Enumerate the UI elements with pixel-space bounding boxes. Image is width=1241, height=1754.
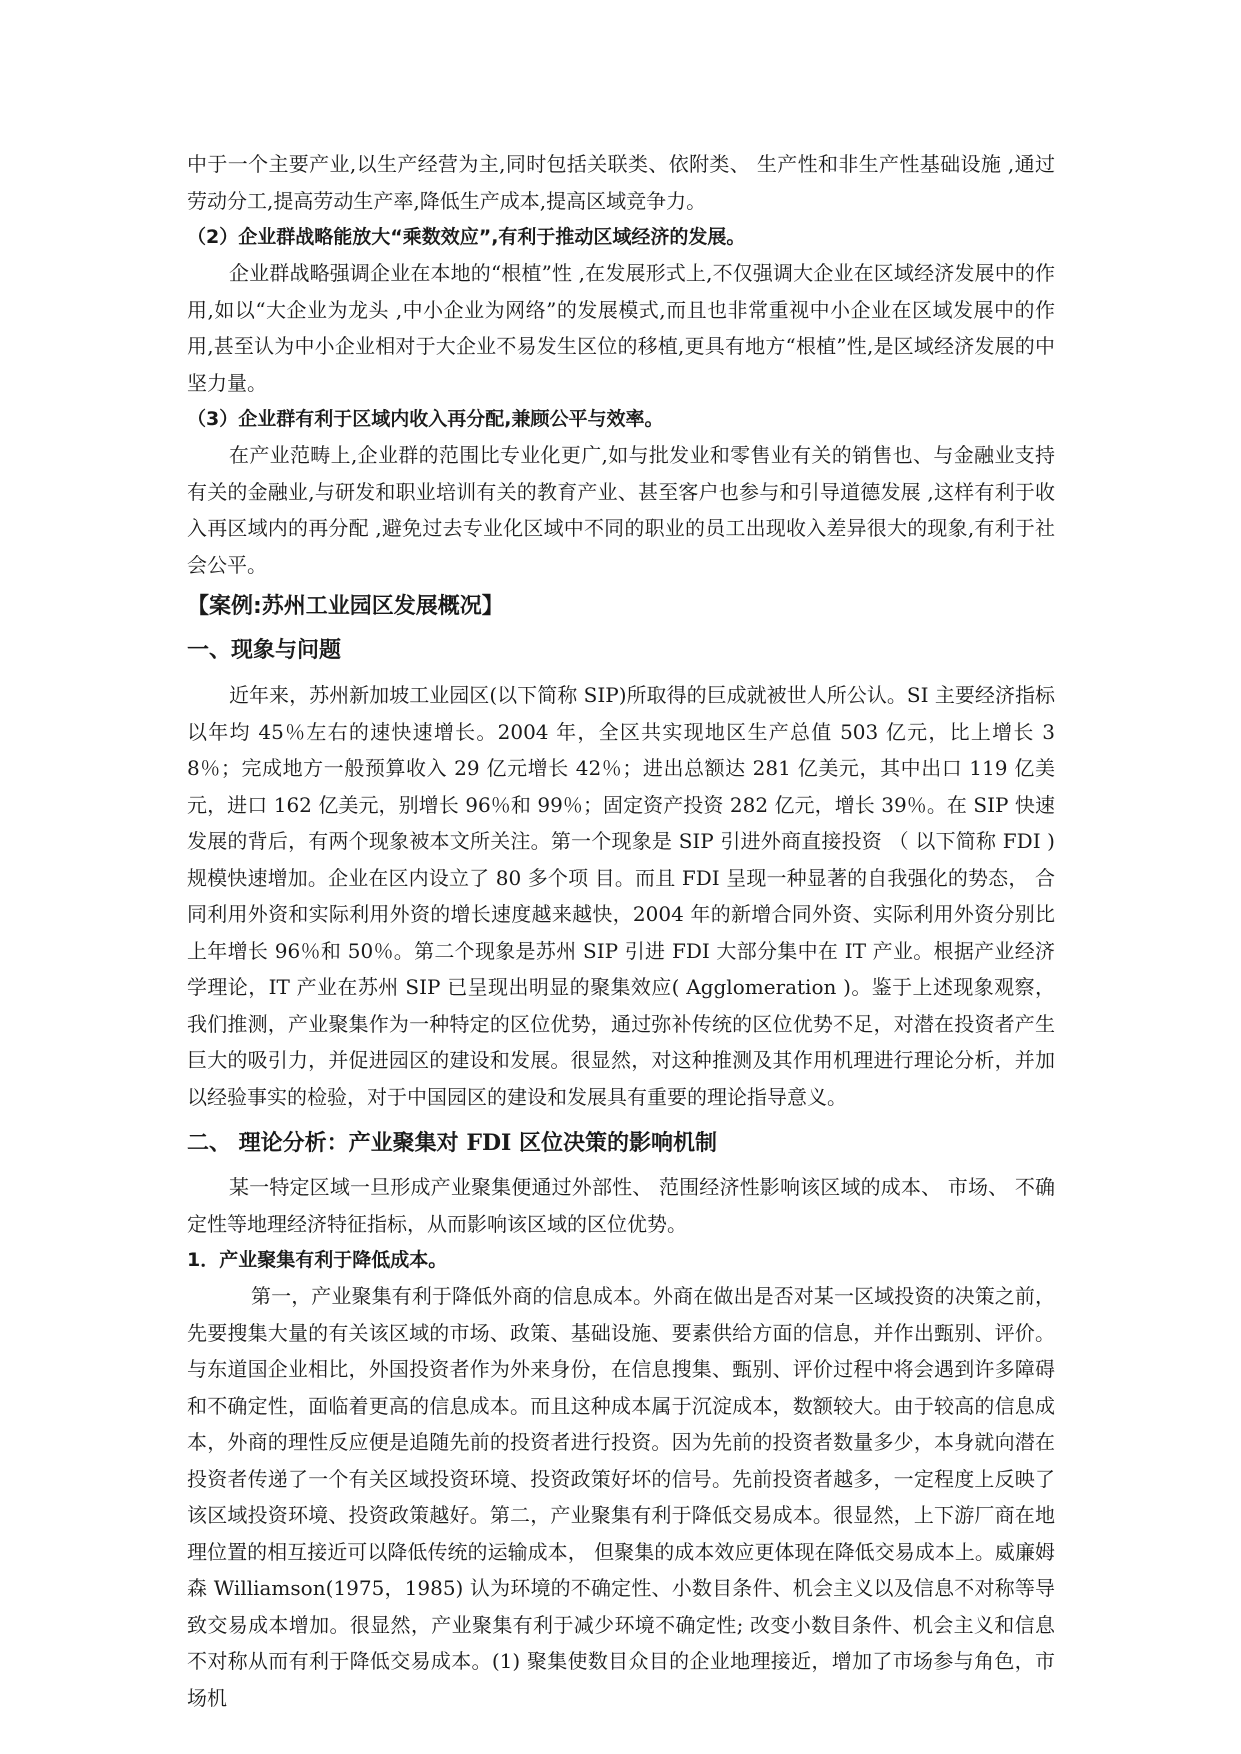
subheading-2: （2）企业群战略能放大“乘数效应”,有利于推动区域经济的发展。 <box>187 226 746 248</box>
point-1-body: 第一，产业聚集有利于降低外商的信息成本。外商在做出是否对某一区域投资的决策之前，先要搜集大量的有关该区域的市场、政策、基础设施、要素供给方面的信息，并作出甄别、评价。与东道国企业相比，外国投资者作为外来身份，在信息搜集、甄别、评价过程中将会遇到许多障碍和不确定性，面临着更高的信息成本。而且这种成本属于沉淀成本，数额较大。由于较高的信息成本，外商的理性反应便是追随先前的投资者进行投资。因为先前的投资者数量多少，本身就向潜在投资者传递了一个有关区域投资环境、投资政策好坏的信号。先前投资者越多，一定程度上反映了该区域投资环境、投资政策越好。第二，产业聚集有利于降低交易成本。很显然，上下游厂商在地理位置的相互接近可以降低传统的运输成本， 但聚集的成本效应更体现在降低交易成本上。威廉姆森 Williamson(1975，1985) 认为环境的不确定性、小数目条件、机会主义以及信息不对称等导致交易成本增加。很显然，产业聚集有利于减少环境不确定性; 改变小数目条件、机会主义和信息不对称从而有利于降低交易成本。(1) 聚集使数目众目的企业地理接近，增加了市场参与角色，市场机 <box>187 1284 1055 1710</box>
case-title: 【案例:苏州工业园区发展概况】 <box>187 594 504 619</box>
section-1-body: 近年来，苏州新加坡工业园区(以下简称 SIP)所取得的巨成就被世人所公认。SI 主要经济指标以年均 45％左右的速快速增长。2004 年，全区共实现地区生产总值 503 亿元，比上增长 38％；完成地方一般预算收入 29 亿元增长 42％；进出总额达 281 亿美元，其中出口 119 亿美元，进口 162 亿美元，别增长 96％和 99％；固定资产投资 282 亿元，增长 39％。在 SIP 快速发展的背后，有两个现象被本文所关注。第一个现象是 SIP 引进外商直接投资 （ 以下简称 FDI )规模快速增加。企业在区内设立了 80 多个项 目。而且 FDI 呈现一种显著的自我强化的势态， 合同利用外资和实际利用外资的增长速度越来越快，2004 年的新增合同外资、实际利用外资分别比上年增长 96％和 50％。第二个现象是苏州 SIP 引进 FDI 大部分集中在 IT 产业。根据产业经济学理论，IT 产业在苏州 SIP 已呈现出明显的聚集效应( Agglomeration )。鉴于上述现象观察，我们推测，产业聚集作为一种特定的区位优势，通过弥补传统的区位优势不足，对潜在投资者产生巨大的吸引力，并促进园区的建设和发展。很显然，对这种推测及其作用机理进行理论分析，并加以经验事实的检验，对于中国园区的建设和发展具有重要的理论指导意义。 <box>187 683 1055 1109</box>
intro-paragraph: 中于一个主要产业,以生产经营为主,同时包括关联类、依附类、 生产性和非生产性基础设施 ,通过劳动分工,提高劳动生产率,降低生产成本,提高区域竞争力。 <box>187 152 1055 213</box>
section-2-body: 某一特定区域一旦形成产业聚集便通过外部性、 范围经济性影响该区域的成本、 市场、 不确定性等地理经济特征指标，从而影响该区域的区位优势。 <box>187 1175 1055 1236</box>
point-1-heading: 1．产业聚集有利于降低成本。 <box>187 1249 448 1271</box>
subheading-2-body: 企业群战略强调企业在本地的“根植”性 ,在发展形式上,不仅强调大企业在区域经济发展中的作用,如以“大企业为龙头 ,中小企业为网络”的发展模式,而且也非常重视中小企业在区域发展中的作用,甚至认为中小企业相对于大企业不易发生区位的移植,更具有地方“根植”性,是区域经济发展的中坚力量。 <box>187 261 1055 395</box>
section-2-title: 二、 理论分析：产业聚集对 FDI 区位决策的影响机制 <box>187 1130 717 1156</box>
section-1-title: 一、现象与问题 <box>187 638 342 663</box>
document-body <box>187 146 1055 1716</box>
subheading-3-body: 在产业范畴上,企业群的范围比专业化更广,如与批发业和零售业有关的销售也、与金融业支持有关的金融业,与研发和职业培训有关的教育产业、甚至客户也参与和引导道德发展 ,这样有利于收入再区域内的再分配 ,避免过去专业化区域中不同的职业的员工出现收入差异很大的现象,有利于社会公平。 <box>187 443 1055 577</box>
subheading-3: （3）企业群有利于区域内收入再分配,兼顾公平与效率。 <box>187 408 664 430</box>
